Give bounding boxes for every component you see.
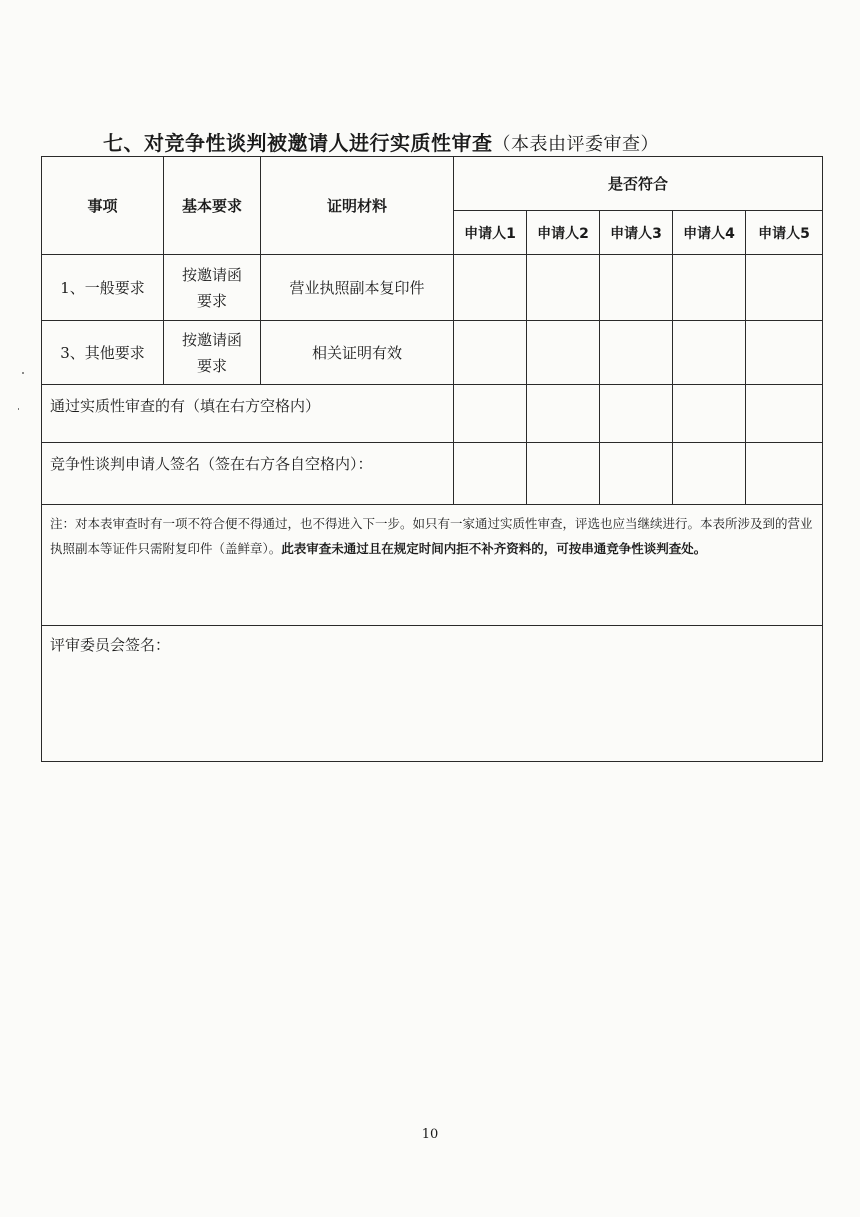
compliance-cell-applicant-5[interactable] [746, 321, 823, 385]
passed-cell-applicant-1[interactable] [454, 385, 527, 443]
note-row [42, 505, 823, 626]
row-item: 1、一般要求 [42, 255, 164, 321]
header-applicant-2: 申请人2 [527, 211, 600, 255]
title-text: 七、对竞争性谈判被邀请人进行实质性审查 [103, 131, 493, 155]
note-bold-text: 此表审查未通过且在规定时间内拒不补齐资料的，可按串通竞争性谈判查处。 [281, 541, 707, 556]
compliance-cell-applicant-2[interactable] [527, 255, 600, 321]
page-subtitle: （本表由评委审查） [492, 134, 659, 155]
committee-sign-cell[interactable] [42, 626, 823, 762]
sign-cell-applicant-3[interactable] [600, 443, 673, 505]
requirement-line-1: 按邀请函 [181, 330, 242, 349]
requirement-line-2: 要求 [196, 356, 227, 375]
row-item: 3、其他要求 [42, 321, 164, 385]
compliance-cell-applicant-3[interactable] [600, 255, 673, 321]
applicant-sign-label: 竞争性谈判申请人签名（签在右方各自空格内）： [42, 443, 454, 505]
compliance-cell-applicant-1[interactable] [454, 321, 527, 385]
requirement-line-1: 按邀请函 [181, 265, 242, 284]
passed-row [42, 385, 823, 443]
page-title [103, 127, 659, 156]
header-applicant-3: 申请人3 [600, 211, 673, 255]
row-requirement [164, 255, 261, 321]
table-row [42, 321, 823, 385]
header-item: 事项 [42, 157, 164, 255]
compliance-cell-applicant-1[interactable] [454, 255, 527, 321]
header-applicant-4: 申请人4 [673, 211, 746, 255]
sign-cell-applicant-4[interactable] [673, 443, 746, 505]
row-proof: 相关证明有效 [261, 321, 454, 385]
compliance-cell-applicant-4[interactable] [673, 255, 746, 321]
header-row-1 [42, 157, 823, 211]
sign-cell-applicant-5[interactable] [746, 443, 823, 505]
scan-speck [18, 408, 19, 410]
compliance-cell-applicant-2[interactable] [527, 321, 600, 385]
compliance-cell-applicant-3[interactable] [600, 321, 673, 385]
compliance-cell-applicant-4[interactable] [673, 321, 746, 385]
sign-cell-applicant-1[interactable] [454, 443, 527, 505]
note-text: 注：对本表审查时有一项不符合便不得通过，也不得进入下一步。如只有一家通过实质性审查，评选也应当继续进行。本表所涉及到的营业执照副本等证件只需附复印件（盖鲜章）。 [50, 516, 813, 556]
header-applicant-5: 申请人5 [746, 211, 823, 255]
row-proof: 营业执照副本复印件 [261, 255, 454, 321]
substantive-review-table [41, 156, 823, 762]
header-applicant-1: 申请人1 [454, 211, 527, 255]
passed-cell-applicant-5[interactable] [746, 385, 823, 443]
passed-cell-applicant-3[interactable] [600, 385, 673, 443]
committee-sign-row [42, 626, 823, 762]
committee-sign-label: 评审委员会签名： [50, 636, 171, 654]
scan-speck [22, 372, 24, 374]
requirement-line-2: 要求 [196, 291, 227, 310]
applicant-sign-row [42, 443, 823, 505]
note-cell [42, 505, 823, 626]
passed-cell-applicant-4[interactable] [673, 385, 746, 443]
row-requirement [164, 321, 261, 385]
passed-label: 通过实质性审查的有（填在右方空格内） [42, 385, 454, 443]
sign-cell-applicant-2[interactable] [527, 443, 600, 505]
compliance-cell-applicant-5[interactable] [746, 255, 823, 321]
table-row [42, 255, 823, 321]
header-proof-material: 证明材料 [261, 157, 454, 255]
header-compliance: 是否符合 [454, 157, 823, 211]
passed-cell-applicant-2[interactable] [527, 385, 600, 443]
header-basic-requirement: 基本要求 [164, 157, 261, 255]
page-number: 10 [421, 1127, 439, 1142]
